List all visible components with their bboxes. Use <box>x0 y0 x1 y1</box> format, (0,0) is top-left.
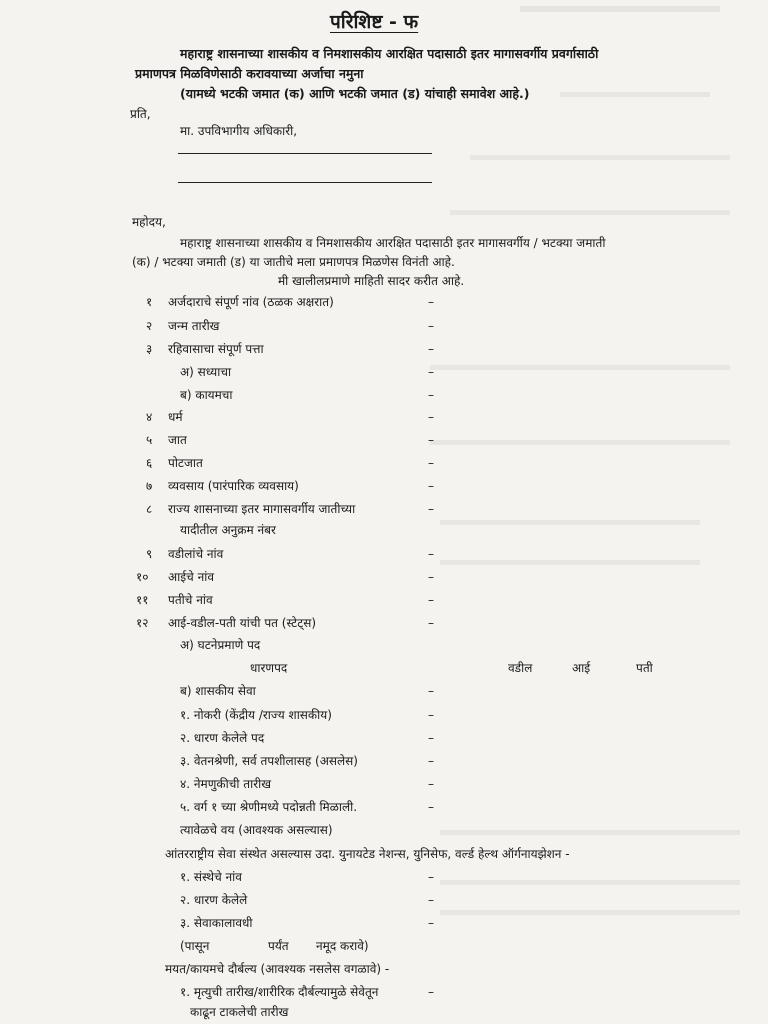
intl-item: १. संस्थेचे नांव <box>180 870 242 884</box>
field-dash[interactable]: – <box>428 754 434 768</box>
service-item: १. नोकरी (केंद्रीय /राज्य शासकीय) <box>180 708 332 722</box>
salutation: महोदय, <box>132 215 166 229</box>
field-dash[interactable]: – <box>428 893 434 907</box>
item-label: आईचे नांव <box>168 570 215 584</box>
intl-item: २. धारण केलेले <box>180 893 248 907</box>
death-item-continuation: काढून टाकलेची तारीख <box>190 1005 289 1019</box>
item-label: रहिवासाचा संपूर्ण पत्ता <box>168 342 264 356</box>
column-header-post: धारणपद <box>250 661 288 675</box>
field-dash[interactable]: – <box>428 388 434 402</box>
item-label: राज्य शासनाच्या इतर मागासवर्गीय जातीच्या <box>168 502 356 516</box>
intl-service-label: आंतरराष्ट्रीय सेवा संस्थेत असल्यास उदा. युनायटेड नेशन्स, युनिसेफ, वर्ल्ड हेल्थ ऑर्गनायझेशन - <box>165 847 570 861</box>
heading-line-1: महाराष्ट्र शासनाच्या शासकीय व निमशासकीय आरक्षित पदासाठी इतर मागासवर्गीय प्रवर्गासाठी <box>180 46 599 61</box>
field-dash[interactable]: – <box>428 365 434 379</box>
column-header-father: वडील <box>508 661 533 675</box>
item-number: १० <box>136 570 149 584</box>
item-number: ७ <box>146 479 153 493</box>
heading-line-2: प्रमाणपत्र मिळविणेसाठी करावयाच्या अर्जाचा नमुना <box>135 66 364 81</box>
field-dash[interactable]: – <box>428 479 434 493</box>
to-label: प्रति, <box>130 107 151 121</box>
field-dash[interactable]: – <box>428 800 434 814</box>
service-item: ४. नेमणुकीची तारीख <box>180 777 272 791</box>
item-label: पतीचे नांव <box>168 593 213 607</box>
item-number: ११ <box>136 593 149 607</box>
field-dash[interactable]: – <box>428 916 434 930</box>
field-dash[interactable]: – <box>428 985 434 999</box>
death-item: १. मृत्युची तारीख/शारीरिक दौर्बल्यामुळे सेवेतून <box>180 985 379 999</box>
item-number: ९ <box>146 547 153 561</box>
column-header-mother: आई <box>572 661 591 675</box>
form-title: परिशिष्ट - फ <box>330 11 419 33</box>
address-line-2[interactable] <box>178 182 432 183</box>
heading-line-3: (यामध्ये भटकी जमात (क) आणि भटकी जमात (ड) यांचाही समावेश आहे.) <box>180 86 530 101</box>
field-dash[interactable]: – <box>428 502 434 516</box>
period-from: (पासून <box>180 939 210 953</box>
field-dash[interactable]: – <box>428 616 434 630</box>
field-dash[interactable]: – <box>428 593 434 607</box>
field-dash[interactable]: – <box>428 870 434 884</box>
item-label: आई-वडील-पती यांची पत (स्टेट्स) <box>168 616 317 630</box>
item-label: ब) कायमचा <box>180 388 233 402</box>
period-to: पर्यंत <box>268 939 289 953</box>
item-number: ६ <box>146 456 153 470</box>
field-dash[interactable]: – <box>428 410 434 424</box>
item-label: जात <box>168 433 187 447</box>
item-number: ४ <box>146 410 153 424</box>
field-dash[interactable]: – <box>428 456 434 470</box>
service-item: ३. वेतनश्रेणी, सर्व तपशीलासह (असलेस) <box>180 754 358 768</box>
death-disability-label: मयत/कायमचे दौर्बल्य (आवश्यक नसलेस वगळावे) - <box>165 962 390 976</box>
item-label: पोटजात <box>168 456 203 470</box>
item-label: जन्म तारीख <box>168 319 220 333</box>
body-line-3: मी खालीलप्रमाणे माहिती सादर करीत आहे. <box>278 274 465 288</box>
body-line-2: (क) / भटक्या जमाती (ड) या जातीचे मला प्रमाणपत्र मिळणेस विनंती आहे. <box>132 255 455 269</box>
field-dash[interactable]: – <box>428 708 434 722</box>
field-dash[interactable]: – <box>428 731 434 745</box>
field-dash[interactable]: – <box>428 684 434 698</box>
item-number: ३ <box>146 342 153 356</box>
govt-service-label: ब) शासकीय सेवा <box>180 684 256 698</box>
field-dash[interactable]: – <box>428 570 434 584</box>
field-dash[interactable]: – <box>428 777 434 791</box>
item-number: २ <box>146 319 153 333</box>
item-label: अर्जदाराचे संपूर्ण नांव (ठळक अक्षरात) <box>168 295 334 309</box>
field-dash[interactable]: – <box>428 342 434 356</box>
service-item: २. धारण केलेले पद <box>180 731 265 745</box>
item-label: अ) सध्याचा <box>180 365 232 379</box>
item-label-continuation: यादीतील अनुक्रम नंबर <box>180 523 276 537</box>
column-header-husband: पती <box>636 661 653 675</box>
age-note: त्यावेळचे वय (आवश्यक असल्यास) <box>180 823 333 837</box>
period-mention: नमूद करावे) <box>316 939 369 953</box>
intl-item: ३. सेवाकालावधी <box>180 916 253 930</box>
address-line-1[interactable] <box>178 153 432 154</box>
field-dash[interactable]: – <box>428 319 434 333</box>
constitution-post-label: अ) घटनेप्रमाणे पद <box>180 638 261 652</box>
body-line-1: महाराष्ट्र शासनाच्या शासकीय व निमशासकीय आरक्षित पदासाठी इतर मागासवर्गीय / भटक्या जमाती <box>180 236 606 250</box>
item-number: ५ <box>146 433 153 447</box>
item-label: वडीलांचे नांव <box>168 547 224 561</box>
item-label: धर्म <box>168 410 183 424</box>
item-number: १ <box>146 295 153 309</box>
item-label: व्यवसाय (पारंपारिक व्यवसाय) <box>168 479 299 493</box>
service-item: ५. वर्ग १ च्या श्रेणीमध्ये पदोन्नती मिळाली. <box>180 800 358 814</box>
field-dash[interactable]: – <box>428 295 434 309</box>
field-dash[interactable]: – <box>428 433 434 447</box>
officer-label: मा. उपविभागीय अधिकारी, <box>180 124 298 138</box>
item-number: १२ <box>136 616 149 630</box>
field-dash[interactable]: – <box>428 547 434 561</box>
item-number: ८ <box>146 502 153 516</box>
